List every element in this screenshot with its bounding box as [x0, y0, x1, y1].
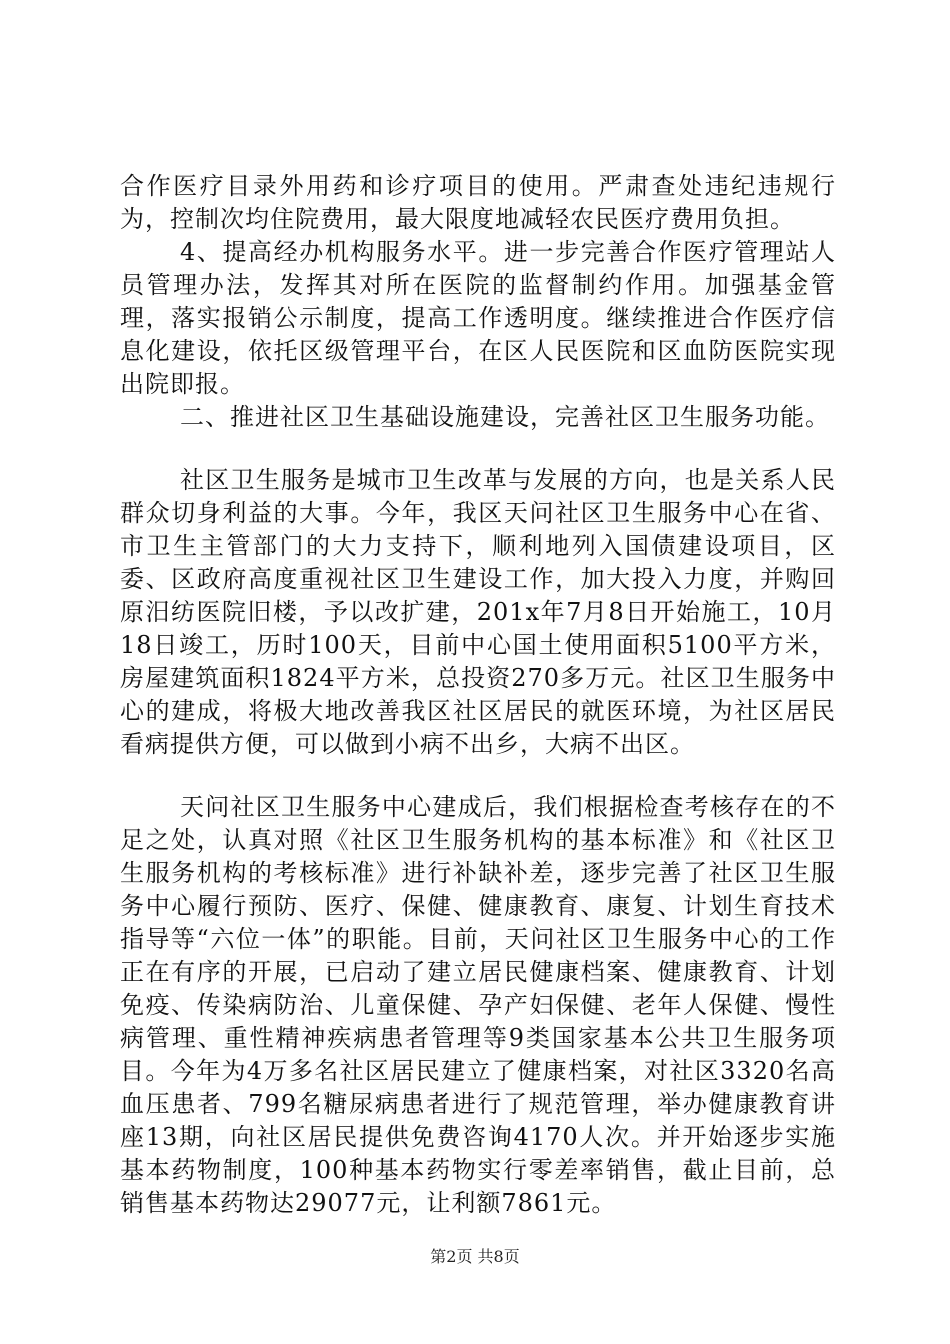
- paragraph-continuation: 合作医疗目录外用药和诊疗项目的使用。严肃查处违纪违规行为，控制次均住院费用，最大限度地减轻农民医疗费用负担。: [120, 172, 836, 233]
- section-heading-2: 二、推进社区卫生基础设施建设，完善社区卫生服务功能。: [180, 403, 830, 431]
- paragraph-item-4: 4、提高经办机构服务水平。进一步完善合作医疗管理站人员管理办法，发挥其对所在医院的监督制约作用。加强基金管理，落实报销公示制度，提高工作透明度。继续推进合作医疗信息化建设，依托区级管理平台，在区人民医院和区血防医院实现出院即报。: [120, 238, 836, 398]
- page-number-footer: 第2页 共8页: [430, 1247, 520, 1266]
- document-body: [120, 170, 836, 1220]
- paragraph-tianwen-center: 天问社区卫生服务中心建成后，我们根据检查考核存在的不足之处，认真对照《社区卫生服务机构的基本标准》和《社区卫生服务机构的考核标准》进行补缺补差，逐步完善了社区卫生服务中心履行预防、医疗、保健、健康教育、康复、计划生育技术指导等“六位一体”的职能。目前，天问社区卫生服务中心的工作正在有序的开展，已启动了建立居民健康档案、健康教育、计划免疫、传染病防治、儿童保健、孕产妇保健、老年人保健、慢性病管理、重性精神疾病患者管理等9类国家基本公共卫生服务项目。今年为4万多名社区居民建立了健康档案，对社区3320名高血压患者、799名糖尿病患者进行了规范管理，举办健康教育讲座13期，向社区居民提供免费咨询4170人次。并开始逐步实施基本药物制度，100种基本药物实行零差率销售，截止目前，总销售基本药物达29077元，让利额7861元。: [120, 793, 836, 1217]
- paragraph-community-health: 社区卫生服务是城市卫生改革与发展的方向，也是关系人民群众切身利益的大事。今年，我区天问社区卫生服务中心在省、市卫生主管部门的大力支持下，顺利地列入国债建设项目，区委、区政府高度重视社区卫生建设工作，加大投入力度，并购回原汨纺医院旧楼，予以改扩建，201x年7月8日开始施工，10月18日竣工，历时100天，目前中心国土使用面积5100平方米，房屋建筑面积1824平方米，总投资270多万元。社区卫生服务中心的建成，将极大地改善我区社区居民的就医环境，为社区居民看病提供方便，可以做到小病不出乡，大病不出区。: [120, 466, 836, 758]
